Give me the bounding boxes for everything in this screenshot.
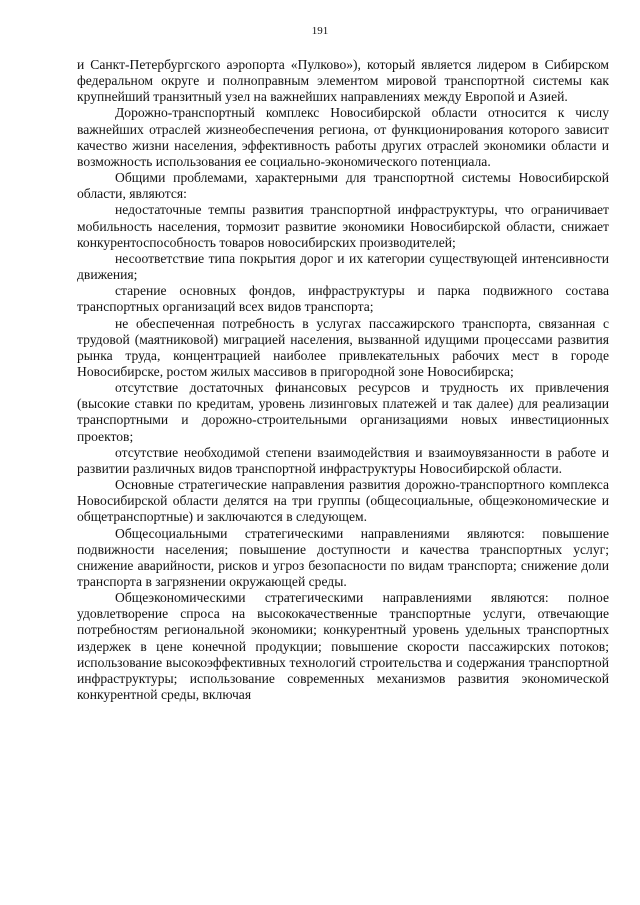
list-item: старение основных фондов, инфраструктуры и парка подвижного состава транспортных организаций всех видов транспорта; bbox=[77, 283, 609, 315]
page-number: 191 bbox=[311, 25, 329, 37]
paragraph: Основные стратегические направления развития дорожно-транспортного комплекса Новосибирской области делятся на три группы (общесоциальные, общеэкономические и общетранспортные) и заключаются в следующем. bbox=[77, 477, 609, 525]
paragraph: Общесоциальными стратегическими направлениями являются: повышение подвижности населения; повышение доступности и качества транспортных услуг; снижение аварийности, рисков и угроз безопасности по видам транспорта; снижение доли транспорта в загрязнении окружающей среды. bbox=[77, 525, 609, 589]
list-item: отсутствие достаточных финансовых ресурсов и трудность их привлечения (высокие ставки по кредитам, уровень лизинговых платежей и так далее) для реализации транспортными и дорожно-строительными организациями новых инвестиционных проектов; bbox=[77, 380, 609, 444]
list-item: несоответствие типа покрытия дорог и их категории существующей интенсивности движения; bbox=[77, 250, 609, 283]
list-item: недостаточные темпы развития транспортной инфраструктуры, что ограничивает мобильность населения, тормозит развитие экономики Новосибирской области, снижает конкурентоспособность товаров новосибирских производителей; bbox=[77, 202, 609, 250]
paragraph: Дорожно-транспортный комплекс Новосибирской области относится к числу важнейших отраслей жизнеобеспечения региона, от функционирования которого зависит качество жизни населения, эффективность работы других отраслей экономики области и возможность использования ее социально-экономического потенциала. bbox=[77, 105, 609, 169]
paragraph: Общими проблемами, характерными для транспортной системы Новосибирской области, являются: bbox=[77, 170, 609, 202]
document-body bbox=[77, 57, 609, 703]
paragraph-continuation: и Санкт-Петербургского аэропорта «Пулково»), который является лидером в Сибирском федеральном округе и полноправным элементом мировой транспортной системы как крупнейший транзитный узел на важнейших направлениях между Европой и Азией. bbox=[77, 57, 609, 105]
list-item: отсутствие необходимой степени взаимодействия и взаимоувязанности в работе и развитии различных видов транспортной инфраструктуры Новосибирской области. bbox=[77, 444, 609, 476]
paragraph: Общеэкономическими стратегическими направлениями являются: полное удовлетворение спроса на высококачественные транспортные услуги, отвечающие потребностям региональной экономики; конкурентный уровень удельных транспортных издержек в цене конечной продукции; повышение скорости пассажирских потоков; использование высокоэффективных технологий строительства и содержания транспортной инфраструктуры; использование современных механизмов развития экономической конкурентной среды, включая bbox=[77, 590, 609, 703]
list-item: не обеспеченная потребность в услугах пассажирского транспорта, связанная с трудовой (маятниковой) миграцией населения, вызванной идущими процессами развития рынка труда, концентрацией наиболее привлекательных рабочих мест в городе Новосибирске, ростом жилых массивов в пригородной зоне Новосибирска; bbox=[77, 315, 609, 379]
